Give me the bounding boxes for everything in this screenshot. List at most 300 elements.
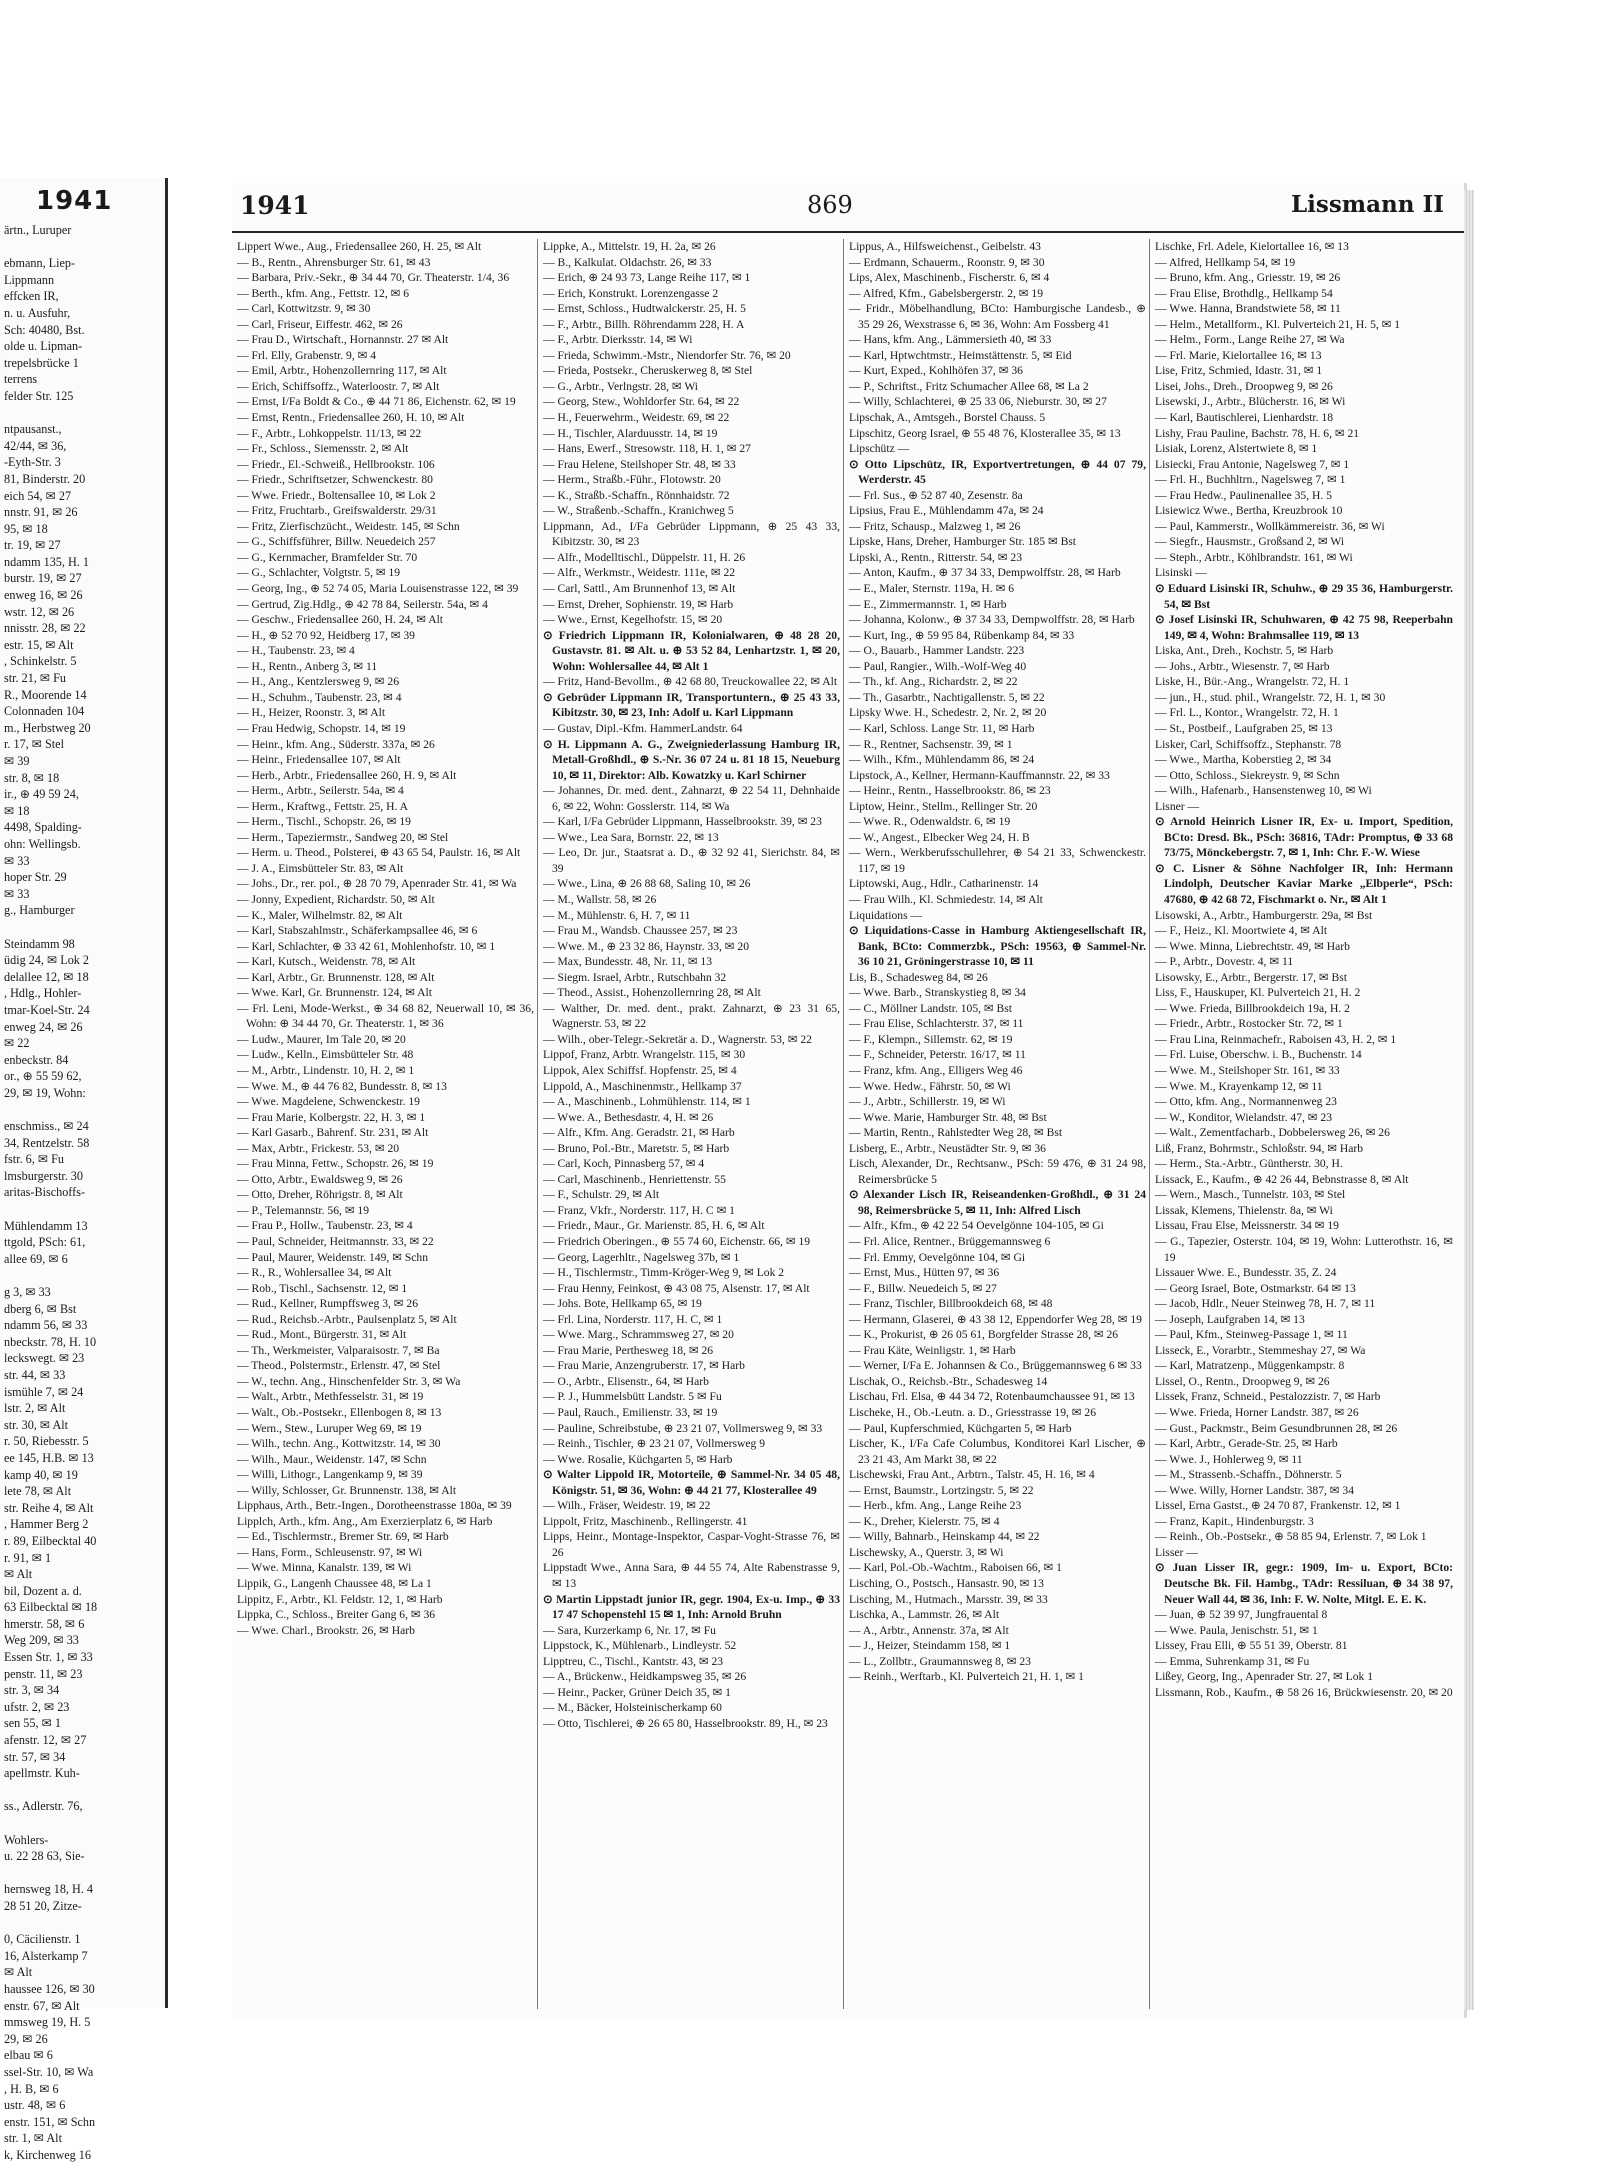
directory-entry: — P., Arbtr., Dovestr. 4, ✉ 11 (1155, 955, 1294, 969)
directory-entry: — Frl. Alice, Rentner., Brüggemannsweg 6 (849, 1235, 1051, 1248)
directory-entry: — Georg, Ing., ⊕ 52 74 05, Maria Louisenstrasse 122, ✉ 39 (237, 582, 519, 596)
directory-entry: — Jacob, Hdlr., Neuer Steinweg 78, H. 7, ✉ 11 (1155, 1297, 1376, 1311)
directory-entry: — Frau Hedw., Paulinenallee 35, H. 5 (1155, 488, 1332, 502)
directory-entry: — Frau Käte, Weinligstr. 1, ✉ Harb (849, 1343, 1016, 1357)
directory-entry: — Sara, Kurzerkamp 6, Nr. 17, ✉ Fu (543, 1623, 716, 1637)
directory-entry: — Frl. L., Kontor., Wrangelstr. 72, H. 1 (1155, 706, 1339, 720)
directory-entry: — Willy, Schlosser, Gr. Brunnenstr. 138, ✉ Alt (237, 1483, 457, 1497)
directory-entry: — H., Rentn., Anberg 3, ✉ 11 (237, 659, 378, 673)
left-page-line: apellmstr. Kuh- (4, 1766, 80, 1781)
directory-entry: — Reinh., Ob.-Postsekr., ⊕ 58 85 94, Erlenstr. 7, ✉ Lok 1 (1155, 1530, 1427, 1544)
directory-entry: — Alfr., Werkmstr., Weidestr. 111e, ✉ 22 (543, 566, 736, 580)
directory-entry: — Wilh., Maur., Weidenstr. 147, ✉ Schn (237, 1452, 427, 1466)
left-page-line: 63 Eilbecktal ✉ 18 (4, 1600, 98, 1615)
directory-entry: — Fritz, Zierfischzücht., Weidestr. 145, ✉ Schn (237, 519, 460, 533)
directory-entry: — Anton, Kaufm., ⊕ 37 34 33, Dempwolffstr. 28, ✉ Harb (849, 566, 1121, 580)
directory-entry: — Reinh., Werftarb., Kl. Pulverteich 21, H. 1, ✉ 1 (849, 1670, 1084, 1684)
column-3 (844, 239, 1150, 2009)
left-page-line: wstr. 12, ✉ 26 (4, 604, 75, 619)
directory-entry: — Frau Marie, Kolbergstr. 22, H. 3, ✉ 1 (237, 1110, 426, 1124)
directory-entry: — Frau M., Wandsb. Chaussee 257, ✉ 23 (543, 924, 738, 938)
directory-entry: Lippof, Franz, Arbtr. Wrangelstr. 115, ✉ 30 (543, 1048, 746, 1062)
directory-entry: ⊙ Gebrüder Lippmann IR, Transportuntern., ⊕ 25 43 33, Kibitzstr. 30, ✉ 23, Inh: Adolf u. Karl Lippmann (543, 690, 840, 720)
left-page-line (0, 239, 165, 256)
directory-entry: — Max, Bundesstr. 48, Nr. 11, ✉ 13 (543, 955, 713, 969)
left-page-line: Wohlers- (4, 1832, 49, 1847)
left-page-line: felder Str. 125 (4, 388, 74, 403)
directory-entry: — Frau Henny, Feinkost, ⊕ 43 08 75, Alsenstr. 17, ✉ Alt (543, 1281, 810, 1295)
directory-entry: — Gust., Packmstr., Beim Gesundbrunnen 28, ✉ 26 (1155, 1421, 1398, 1435)
directory-entry: Lippmann, Ad., I/Fa Gebrüder Lippmann, ⊕ 25 43 33, Kibitzstr. 30, ✉ 23 (543, 519, 840, 549)
directory-entry: — Carl, Sattl., Am Brunnenhof 13, ✉ Alt (543, 582, 736, 596)
left-page-line: 95, ✉ 18 (4, 521, 48, 536)
directory-entry: — Alfred, Hellkamp 54, ✉ 19 (1155, 255, 1296, 269)
left-page-line: u. 22 28 63, Sie- (4, 1849, 85, 1864)
directory-entry: — F., Arbtr., Billh. Röhrendamm 228, H. A (543, 317, 745, 331)
column-1 (232, 239, 538, 2009)
directory-entry: — Frieda, Postsekr., Cheruskerweg 8, ✉ Stel (543, 364, 753, 378)
directory-entry: — Gertrud, Zig.Hdlg., ⊕ 42 78 84, Seilerstr. 54a, ✉ 4 (237, 597, 488, 611)
directory-entry: ⊙ Otto Lipschütz, IR, Exportvertretungen, ⊕ 44 07 79, Werderstr. 45 (849, 457, 1146, 487)
left-page-line: Mühlendamm 13 (4, 1218, 88, 1233)
left-page-line: haussee 126, ✉ 30 (4, 1981, 95, 1996)
directory-entry: — Paul, Kupferschmied, Küchgarten 5, ✉ Harb (849, 1421, 1072, 1435)
directory-entry: ⊙ Liquidations-Casse in Hamburg Aktiengesellschaft IR, Bank, BCto: Commerzbk., PSch: 19563, ⊕ Sammel-Nr. 36 10 21, Gröningerstrasse 10, ✉ 11 (849, 924, 1146, 969)
directory-entry: Lißey, Georg, Ing., Apenrader Str. 27, ✉ Lok 1 (1155, 1670, 1374, 1684)
directory-entry: — Wilh., Fräser, Weidestr. 19, ✉ 22 (543, 1499, 711, 1513)
directory-entry: — Wwe. Barb., Stranskystieg 8, ✉ 34 (849, 986, 1026, 1000)
left-page-line: hmerstr. 58, ✉ 6 (4, 1616, 85, 1631)
directory-entry: Lisching, M., Hutmach., Marsstr. 39, ✉ 33 (849, 1592, 1048, 1606)
directory-entry: — Alfr., Kfm. Ang. Geradstr. 21, ✉ Harb (543, 1126, 735, 1140)
directory-entry: — Wwe. Friedr., Boltensallee 10, ✉ Lok 2 (237, 488, 436, 502)
directory-entry: — Wwe. Frieda, Billbrookdeich 19a, H. 2 (1155, 1001, 1350, 1015)
directory-entry: — Frau Elise, Brothdlg., Hellkamp 54 (1155, 286, 1333, 300)
directory-entry: Lischka, A., Lammstr. 26, ✉ Alt (849, 1608, 1000, 1622)
directory-entry: — Frieda, Schwimm.-Mstr., Niendorfer Str. 76, ✉ 20 (543, 348, 791, 362)
directory-entry: — Kurt, Ing., ⊕ 59 95 84, Rübenkamp 84, ✉ 33 (849, 628, 1075, 642)
directory-entry: Lisinski — (1155, 566, 1207, 580)
left-page-line: , H. B, ✉ 6 (4, 2081, 59, 2096)
directory-entry: — P., Telemannstr. 56, ✉ 19 (237, 1203, 370, 1217)
directory-entry: Lischer, K., I/Fa Cafe Columbus, Konditorei Karl Lischer, ⊕ 23 21 43, Am Markt 38, ✉ 22 (849, 1437, 1146, 1466)
directory-entry: — Paul, Kammerstr., Wollkämmereistr. 36, ✉ Wi (1155, 519, 1385, 533)
left-page-line: r. 50, Riebesstr. 5 (4, 1434, 89, 1449)
directory-entry: — Walt., Arbtr., Methfesselstr. 31, ✉ 19 (237, 1390, 424, 1404)
directory-entry: — Frl. Emmy, Oevelgönne 104, ✉ Gi (849, 1250, 1026, 1264)
left-page-line: Colonnaden 104 (4, 704, 85, 719)
directory-entry: — H., Ang., Kentzlersweg 9, ✉ 26 (237, 675, 400, 689)
directory-entry: — H., Schuhm., Taubenstr. 23, ✉ 4 (237, 690, 402, 704)
directory-entry: — M., Wallstr. 58, ✉ 26 (543, 892, 657, 906)
left-page-line (0, 1201, 165, 1218)
directory-entry: — Wern., Stew., Luruper Weg 69, ✉ 19 (237, 1421, 422, 1435)
page-number: 869 (807, 191, 853, 219)
directory-entry: Lissmann, Rob., Kaufm., ⊕ 58 26 16, Brückwiesenstr. 20, ✉ 20 (1155, 1685, 1453, 1699)
directory-entry: — Willy, Bahnarb., Heinskamp 44, ✉ 22 (849, 1530, 1040, 1544)
directory-entry: — Carl, Friseur, Eiffestr. 462, ✉ 26 (237, 317, 403, 331)
left-page-line: r. 17, ✉ Stel (4, 737, 64, 752)
directory-entry: Lischau, Frl. Elsa, ⊕ 44 34 72, Rotenbaumchaussee 91, ✉ 13 (849, 1390, 1135, 1404)
left-page-line: ttgold, PSch: 61, (4, 1235, 86, 1250)
directory-entry: — Wwe. Willy, Horner Landstr. 387, ✉ 34 (1155, 1483, 1355, 1497)
directory-entry: — K., Straßb.-Schaffn., Rönnhaidstr. 72 (543, 488, 730, 502)
directory-entry: ⊙ Walter Lippold IR, Motorteile, ⊕ Sammel-Nr. 34 05 48, Königstr. 51, ✉ 36, Wohn: ⊕ 44 21 77, Klosterallee 49 (543, 1468, 840, 1497)
directory-entry: Liske, H., Bür.-Ang., Wrangelstr. 72, H. 1 (1155, 675, 1350, 689)
directory-entry: — Helm., Form., Lange Reihe 27, ✉ Wa (1155, 333, 1345, 347)
directory-entry: — A., Maschinenb., Lohmühlenstr. 114, ✉ 1 (543, 1095, 751, 1109)
directory-entry: — Herm., Kraftwg., Fettstr. 25, H. A (237, 799, 408, 813)
left-page-line: ✉ 22 (4, 1036, 30, 1051)
left-page-line: , Hdlg., Hohler- (4, 986, 82, 1001)
left-page-line: afenstr. 12, ✉ 27 (4, 1733, 87, 1748)
directory-entry: — Paul, Rauch., Emilienstr. 33, ✉ 19 (543, 1406, 718, 1420)
left-page-line (0, 919, 165, 936)
directory-entry: Lippus, A., Hilfsweichenst., Geibelstr. 43 (849, 240, 1041, 253)
directory-entry: — Herb., kfm. Ang., Lange Reihe 23 (849, 1499, 1022, 1513)
directory-entry: — Wwe. Paula, Jenischstr. 51, ✉ 1 (1155, 1623, 1318, 1637)
directory-entry: — Leo, Dr. jur., Staatsrat a. D., ⊕ 32 92 41, Sierichstr. 84, ✉ 39 (543, 846, 840, 875)
directory-entry: Lischewski, Frau Ant., Arbtrn., Talstr. 45, H. 16, ✉ 4 (849, 1468, 1095, 1482)
directory-entry: — F., Heiz., Kl. Moortwiete 4, ✉ Alt (1155, 924, 1328, 938)
directory-entry: — Wwe. Marg., Schrammsweg 27, ✉ 20 (543, 1328, 734, 1342)
directory-entry: — Walt., Zementfacharb., Dobbelersweg 26, ✉ 26 (1155, 1126, 1390, 1140)
directory-entry: Lise, Fritz, Schmied, Idastr. 31, ✉ 1 (1155, 364, 1323, 378)
directory-entry: ⊙ Josef Lisinski IR, Schuhwaren, ⊕ 42 75 98, Reeperbahn 149, ✉ 4, Wohn: Brahmsallee 119, ✉ 13 (1155, 613, 1453, 642)
directory-entry: Lissek, Franz, Schneid., Pestalozzistr. 7, ✉ Harb (1155, 1390, 1381, 1404)
left-page-line: enstr. 151, ✉ Schn (4, 2114, 96, 2129)
directory-entry: — H., Taubenstr. 23, ✉ 4 (237, 644, 355, 658)
directory-entry: Lisiecki, Frau Antonie, Nagelsweg 7, ✉ 1 (1155, 457, 1350, 471)
directory-entry: Lippka, C., Schloss., Breiter Gang 6, ✉ 36 (237, 1608, 436, 1622)
directory-entry: — Karl, Bautischlerei, Lienhardstr. 18 (1155, 411, 1334, 425)
left-page-line: Sch: 40480, Bst. (4, 322, 85, 337)
left-page-line: effcken IR, (4, 289, 59, 304)
left-page-line: 29, ✉ 19, Wohn: (4, 1085, 86, 1100)
directory-entry: — M., Strassenb.-Schaffn., Döhnerstr. 5 (1155, 1468, 1342, 1482)
directory-entry: — Max, Arbtr., Frickestr. 53, ✉ 20 (237, 1141, 400, 1155)
directory-entry: — Theod., Assist., Hohenzollernring 28, ✉ Alt (543, 986, 761, 1000)
directory-entry: — Wern., Werkberufsschullehrer, ⊕ 54 21 33, Schwenckestr. 117, ✉ 19 (849, 846, 1146, 875)
directory-entry: Lips, Alex, Maschinenb., Fischerstr. 6, ✉ 4 (849, 271, 1050, 285)
left-page-line: Steindamm 98 (4, 936, 75, 951)
left-page-line (0, 1101, 165, 1118)
directory-entry: — Heinr., Rentn., Hasselbrookstr. 86, ✉ 23 (849, 784, 1051, 798)
left-page-line: enweg 24, ✉ 26 (4, 1019, 83, 1034)
directory-entry: — Frau Elise, Schlachterstr. 37, ✉ 11 (849, 1017, 1024, 1031)
directory-entry: — O., Bauarb., Hammer Landstr. 223 (849, 644, 1025, 658)
directory-columns (232, 239, 1464, 2009)
directory-entry: — Frau D., Wirtschaft., Hornannstr. 27 ✉ Alt (237, 333, 449, 347)
directory-entry: — Frau Helene, Steilshoper Str. 48, ✉ 33 (543, 457, 736, 471)
left-page-line: m., Herbstweg 20 (4, 720, 91, 735)
directory-entry: — Johs., Arbtr., Wiesenstr. 7, ✉ Harb (1155, 659, 1330, 673)
directory-entry: Lischak, O., Reichsb.-Btr., Schadesweg 14 (849, 1374, 1048, 1388)
directory-entry: Lisowsky, E., Arbtr., Bergerstr. 17, ✉ Bst (1155, 970, 1347, 984)
left-page-line: Weg 209, ✉ 33 (4, 1633, 79, 1648)
directory-entry: — Emil, Arbtr., Hohenzollernring 117, ✉ Alt (237, 364, 447, 378)
directory-entry: — Wilh., Kfm., Mühlendamm 86, ✉ 24 (849, 753, 1035, 767)
left-page-line: str. 1, ✉ Alt (4, 2131, 62, 2146)
directory-entry: ⊙ Martin Lippstadt junior IR, gegr. 1904, Ex-u. Imp., ⊕ 33 17 47 Schopenstehl 15 ✉ 1, Inh: Arnold Bruhn (543, 1592, 840, 1622)
directory-entry: — Th., Werkmeister, Valparaisostr. 7, ✉ Ba (237, 1343, 440, 1357)
directory-entry: — Bruno, kfm. Ang., Griesstr. 19, ✉ 26 (1155, 271, 1341, 285)
directory-entry: — Karl, Matratzenp., Müggenkampstr. 8 (1155, 1359, 1345, 1373)
left-page-line: enbeckstr. 84 (4, 1052, 69, 1067)
left-page-line: fstr. 6, ✉ Fu (4, 1152, 64, 1167)
left-page-line: penstr. 11, ✉ 23 (4, 1666, 83, 1681)
directory-entry: Lisei, Johs., Dreh., Droopweg 9, ✉ 26 (1155, 379, 1333, 393)
directory-entry: — Erdmann, Schauerm., Roonstr. 9, ✉ 30 (849, 255, 1045, 269)
directory-entry: — Alfr., Modelltischl., Düppelstr. 11, H. 26 (543, 550, 746, 564)
directory-entry: — Fridr., Möbelhandlung, BCto: Hamburgische Landesb., ⊕ 35 29 26, Wexstrasse 6, ✉ 36, Wohn: Am Fossberg 41 (849, 302, 1146, 331)
directory-entry: Lischeke, H., Ob.-Leutn. a. D., Griesstrasse 19, ✉ 26 (849, 1406, 1097, 1420)
directory-entry: — Karl, Schlachter, ⊕ 33 42 61, Mohlenhofstr. 10, ✉ 1 (237, 939, 496, 953)
left-page-line: k, Kirchenweg 16 (4, 2147, 91, 2162)
directory-entry: — W., techn. Ang., Hinschenfelder Str. 3, ✉ Wa (237, 1374, 461, 1388)
directory-entry: — Wwe. R., Odenwaldstr. 6, ✉ 19 (849, 815, 1011, 829)
directory-entry: — Otto, Schloss., Siekreystr. 9, ✉ Schn (1155, 768, 1340, 782)
directory-entry: — P. J., Hummelsbütt Landstr. 5 ✉ Fu (543, 1390, 722, 1404)
left-page-line: str. 3, ✉ 34 (4, 1683, 60, 1698)
directory-entry: — H., Feuerwehrm., Weidestr. 69, ✉ 22 (543, 411, 730, 425)
left-page-line: ndamm 135, H. 1 (4, 554, 89, 569)
directory-entry: Lippitz, F., Arbtr., Kl. Feldstr. 12, 1, ✉ Harb (237, 1592, 443, 1606)
directory-entry: — Helm., Metallform., Kl. Pulverteich 21, H. 5, ✉ 1 (1155, 317, 1401, 331)
directory-entry: — O., Arbtr., Elisenstr., 64, ✉ Harb (543, 1374, 709, 1388)
directory-entry: Lisiewicz Wwe., Bertha, Kreuzbrook 10 (1155, 504, 1343, 518)
directory-entry: ⊙ Arnold Heinrich Lisner IR, Ex- u. Import, Spedition, BCto: Dresd. Bk., PSch: 36816, TAdr: Promptus, ⊕ 33 68 73/75, Mönckebergstr. 7, ✉ 1, Inh: Chr. F.-W. Wiese (1155, 815, 1453, 860)
directory-entry: — Th., kf. Ang., Richardstr. 2, ✉ 22 (849, 675, 1018, 689)
left-page-line: lmsburgerstr. 30 (4, 1168, 83, 1183)
directory-entry: — Friedr., Maur., Gr. Marienstr. 85, H. 6, ✉ Alt (543, 1219, 765, 1233)
directory-entry: Lissack, E., Kaufm., ⊕ 42 26 44, Bebnstrasse 8, ✉ Alt (1155, 1172, 1409, 1186)
directory-entry: — Ernst, I/Fa Boldt & Co., ⊕ 44 71 86, Eichenstr. 62, ✉ 19 (237, 395, 516, 409)
directory-entry: — Frl. Leni, Mode-Werkst., ⊕ 34 68 82, Neuerwall 10, ✉ 36, Wohn: ⊕ 34 44 70, Gr. Theaterstr. 1, ✉ 36 (237, 1001, 534, 1031)
directory-entry: Lishy, Frau Pauline, Bachstr. 78, H. 6, ✉ 21 (1155, 426, 1360, 440)
directory-entry: — Th., Gasarbtr., Nachtigallenstr. 5, ✉ 22 (849, 690, 1045, 704)
directory-entry: — Karl, Kutsch., Weidenstr. 78, ✉ Alt (237, 955, 416, 969)
directory-entry: — Siegm. Israel, Arbtr., Rutschbahn 32 (543, 970, 727, 984)
directory-entry: — Frl. Luise, Oberschw. i. B., Buchenstr. 14 (1155, 1048, 1362, 1062)
directory-entry: — Walt., Ob.-Postsekr., Ellenbogen 8, ✉ 13 (237, 1406, 442, 1420)
left-page-line: trepelsbrücke 1 (4, 355, 79, 370)
directory-entry: — Heinr., Friedensallee 107, ✉ Alt (237, 753, 401, 767)
directory-entry: — Herm. u. Theod., Polsterei, ⊕ 43 65 54, Paulstr. 16, ✉ Alt (237, 846, 521, 860)
directory-entry: — Friedr., El.-Schweiß., Hellbrookstr. 106 (237, 457, 435, 471)
left-page-line: ✉ 33 (4, 886, 30, 901)
directory-entry: Lipsky Wwe. H., Schedestr. 2, Nr. 2, ✉ 20 (849, 706, 1047, 720)
directory-entry: Lissel, O., Rentn., Droopweg 9, ✉ 26 (1155, 1374, 1330, 1388)
directory-entry: — Wwe. Hedw., Fährstr. 50, ✉ Wi (849, 1079, 1011, 1093)
directory-entry: — Emma, Suhrenkamp 31, ✉ Fu (1155, 1654, 1310, 1668)
directory-entry: Lissau, Frau Else, Meissnerstr. 34 ✉ 19 (1155, 1219, 1339, 1233)
left-page-line: delallee 12, ✉ 18 (4, 969, 89, 984)
directory-entry: — W., Angest., Elbecker Weg 24, H. B (849, 830, 1030, 844)
directory-entry: Lissauer Wwe. E., Bundesstr. 35, Z. 24 (1155, 1266, 1337, 1280)
left-page-line (0, 405, 165, 422)
directory-entry: — G., Kernmacher, Bramfelder Str. 70 (237, 550, 418, 564)
directory-entry: — Frau Hedwig, Schopstr. 14, ✉ 19 (237, 721, 406, 735)
directory-entry: — Wwe. Charl., Brookstr. 26, ✉ Harb (237, 1623, 415, 1637)
directory-entry: — Karl, I/Fa Gebrüder Lippmann, Hasselbrookstr. 39, ✉ 23 (543, 815, 822, 829)
left-page-line: , Hammer Berg 2 (4, 1517, 89, 1532)
directory-entry: — Herm., Sta.-Arbtr., Güntherstr. 30, H. (1155, 1157, 1343, 1171)
left-page-line: burstr. 19, ✉ 27 (4, 571, 82, 586)
directory-entry: — Ernst, Rentn., Friedensallee 260, H. 10, ✉ Alt (237, 411, 465, 425)
directory-entry: — Otto, Tischlerei, ⊕ 26 65 80, Hasselbrookstr. 89, H., ✉ 23 (543, 1716, 828, 1730)
directory-entry: — A., Arbtr., Annenstr. 37a, ✉ Alt (849, 1623, 1009, 1637)
directory-entry: — L., Zollbtr., Graumannsweg 8, ✉ 23 (849, 1654, 1031, 1668)
left-page-line: elbau ✉ 6 (4, 2048, 53, 2063)
directory-entry: Liptow, Heinr., Stellm., Rellinger Str. 20 (849, 799, 1038, 813)
directory-entry: — Hermann, Glaserei, ⊕ 43 38 12, Eppendorfer Weg 28, ✉ 19 (849, 1312, 1142, 1326)
left-page-line: terrens (4, 372, 38, 387)
left-page-line: ebmann, Liep- (4, 256, 76, 271)
left-page-line (0, 1267, 165, 1284)
directory-entry: — Fritz, Hand-Bevollm., ⊕ 42 68 80, Treuckowallee 22, ✉ Alt (543, 675, 838, 689)
directory-entry: Lissey, Frau Elli, ⊕ 55 51 39, Oberstr. 81 (1155, 1639, 1348, 1653)
directory-entry: — Johannes, Dr. med. dent., Zahnarzt, ⊕ 22 54 11, Dehnhaide 6, ✉ 22, Wohn: Gosslerstr. 114, ✉ Wa (543, 784, 840, 813)
directory-entry: — Kurt, Exped., Kohlhöfen 37, ✉ 36 (849, 364, 1023, 378)
directory-entry: Liß, Franz, Bohrmstr., Schloßstr. 94, ✉ Harb (1155, 1141, 1364, 1155)
directory-entry: — Reinh., Tischler, ⊕ 23 21 07, Vollmersweg 9 (543, 1437, 766, 1451)
directory-entry: — Fr., Schloss., Siemensstr. 2, ✉ Alt (237, 442, 409, 456)
directory-entry: — Rud., Reichsb.-Arbtr., Paulsenplatz 5, ✉ Alt (237, 1312, 457, 1326)
directory-entry: Liptowski, Aug., Hdlr., Catharinenstr. 14 (849, 877, 1039, 891)
directory-entry: — Frl. Marie, Kielortallee 16, ✉ 13 (1155, 348, 1322, 362)
column-4 (1150, 239, 1456, 2009)
directory-entry: — Juan, ⊕ 52 39 97, Jungfrauental 8 (1155, 1608, 1328, 1622)
left-page-line: bil, Dozent a. d. (4, 1583, 82, 1598)
directory-entry: — Willi, Lithogr., Langenkamp 9, ✉ 39 (237, 1468, 423, 1482)
directory-entry: — Georg, Lagerhltr., Nagelsweg 37b, ✉ 1 (543, 1250, 740, 1264)
directory-entry: — W., Konditor, Wielandstr. 47, ✉ 23 (1155, 1110, 1332, 1124)
directory-entry: — Karl, Arbtr., Gerade-Str. 25, ✉ Harb (1155, 1437, 1338, 1451)
directory-entry: — P., Schriftst., Fritz Schumacher Allee 68, ✉ La 2 (849, 379, 1089, 393)
left-page-line: str. Reihe 4, ✉ Alt (4, 1500, 94, 1515)
directory-entry: — B., Kalkulat. Oldachstr. 26, ✉ 33 (543, 255, 712, 269)
directory-entry: — Ludw., Kelln., Eimsbütteler Str. 48 (237, 1048, 414, 1062)
directory-entry: — Geschw., Friedensallee 260, H. 24, ✉ Alt (237, 613, 444, 627)
directory-entry: — J. A., Eimsbütteler Str. 83, ✉ Alt (237, 861, 404, 875)
directory-entry: — J., Heizer, Steindamm 158, ✉ 1 (849, 1639, 1011, 1653)
directory-entry: — W., Straßenb.-Schaffn., Kranichweg 5 (543, 504, 734, 518)
left-page-line: hernsweg 18, H. 4 (4, 1882, 94, 1897)
directory-entry: — K., Dreher, Kielerstr. 75, ✉ 4 (849, 1514, 1000, 1528)
directory-entry: — Wwe. Magdelene, Schwenckestr. 19 (237, 1095, 420, 1109)
directory-entry: — Wwe., Lea Sara, Bornstr. 22, ✉ 13 (543, 830, 719, 844)
directory-entry: — Wwe. M., Steilshoper Str. 161, ✉ 33 (1155, 1063, 1340, 1077)
directory-entry: — Heinr., kfm. Ang., Süderstr. 337a, ✉ 26 (237, 737, 435, 751)
left-page-line: ismühle 7, ✉ 24 (4, 1384, 84, 1399)
directory-entry: — M., Bäcker, Holsteinischerkamp 60 (543, 1701, 722, 1715)
directory-entry: — Wwe. Marie, Hamburger Str. 48, ✉ Bst (849, 1110, 1047, 1124)
directory-entry: — Erich, Konstrukt. Lorenzengasse 2 (543, 286, 719, 300)
directory-entry: — Wwe. M., ⊕ 23 32 86, Haynstr. 33, ✉ 20 (543, 939, 749, 953)
column-2 (538, 239, 844, 2009)
directory-entry: — F., Arbtr., Lohkoppelstr. 11/13, ✉ 22 (237, 426, 422, 440)
directory-entry: — Otto, Arbtr., Ewaldsweg 9, ✉ 26 (237, 1172, 403, 1186)
directory-entry: — Wilh., Hafenarb., Hansenstenweg 10, ✉ Wi (1155, 784, 1372, 798)
directory-entry: — Ernst, Baumstr., Lortzingstr. 5, ✉ 22 (849, 1483, 1034, 1497)
left-page-line: 4498, Spalding- (4, 820, 82, 835)
directory-entry: Lipps, Heinr., Montage-Inspektor, Caspar-Voght-Strasse 76, ✉ 26 (543, 1530, 840, 1559)
directory-entry: — C., Möllner Landstr. 105, ✉ Bst (849, 1001, 1013, 1015)
directory-entry: — Franz, Tischler, Billbrookdeich 68, ✉ 48 (849, 1297, 1053, 1311)
left-page-line: ntpausanst., (4, 422, 62, 437)
directory-entry: — Franz, Kapit., Hindenburgstr. 3 (1155, 1514, 1314, 1528)
directory-entry: Liquidations — (849, 908, 923, 922)
left-page-line (0, 1865, 165, 1882)
left-page-line: aritas-Bischoffs- (4, 1185, 86, 1200)
directory-entry: — Herb., Arbtr., Friedensallee 260, H. 9, ✉ Alt (237, 768, 457, 782)
directory-entry: Lisewski, J., Arbtr., Blücherstr. 16, ✉ Wi (1155, 395, 1346, 409)
directory-entry: — Herm., Tapeziermstr., Sandweg 20, ✉ Stel (237, 830, 449, 844)
directory-entry: ⊙ C. Lisner & Söhne Nachfolger IR, Inh: Hermann Lindolph, Deutscher Kaviar Marke „Elbperle“, PSch: 47680, ⊕ 42 68 72, Fischmarkt o. Nr., ✉ Alt 1 (1155, 861, 1453, 906)
directory-entry: — Joseph, Laufgraben 14, ✉ 13 (1155, 1312, 1305, 1326)
directory-entry: — F., Klempn., Sillemstr. 62, ✉ 19 (849, 1032, 1013, 1046)
left-page-line: nnisstr. 28, ✉ 22 (4, 621, 86, 636)
page-stack-edge (1464, 190, 1474, 2010)
left-page-line: ndamm 56, ✉ 33 (4, 1318, 88, 1333)
directory-entry: — Wwe. Hanna, Brandstwiete 58, ✉ 11 (1155, 302, 1341, 316)
directory-entry: — H., Heizer, Roonstr. 3, ✉ Alt (237, 706, 386, 720)
directory-entry: — Frau Lina, Reinmachefr., Raboisen 43, H. 2, ✉ 1 (1155, 1032, 1397, 1046)
directory-entry: — Wilh., techn. Ang., Kottwitzstr. 14, ✉ 30 (237, 1437, 441, 1451)
directory-entry: — Johanna, Kolonw., ⊕ 37 34 33, Dempwolffstr. 28, ✉ Harb (849, 613, 1135, 627)
left-page-line: g 3, ✉ 33 (4, 1285, 51, 1299)
directory-entry: Lipske, Hans, Dreher, Hamburger Str. 185 ✉ Bst (849, 535, 1077, 549)
left-page-line: str. 21, ✉ Fu (4, 671, 67, 686)
directory-entry: Lisker, Carl, Schiffsoffz., Stephanstr. 78 (1155, 737, 1342, 751)
directory-entry: — Paul, Schneider, Heitmannstr. 33, ✉ 22 (237, 1235, 434, 1248)
directory-entry: Lisching, O., Postsch., Hansastr. 90, ✉ 13 (849, 1577, 1044, 1591)
directory-entry: — K., Maler, Wilhelmstr. 82, ✉ Alt (237, 908, 403, 922)
left-page-line: Lippmann (4, 272, 55, 287)
directory-entry: Lisseck, E., Vorarbtr., Stemmeshay 27, ✉ Wa (1155, 1343, 1366, 1357)
directory-entry: — Frl. Elly, Grabenstr. 9, ✉ 4 (237, 348, 377, 362)
directory-entry: — Paul, Rangier., Wilh.-Wolf-Weg 40 (849, 659, 1027, 673)
directory-entry: — Wwe., Ernst, Kegelhofstr. 15, ✉ 20 (543, 613, 723, 627)
directory-entry: — Herm., Tischl., Schopstr. 26, ✉ 19 (237, 815, 411, 829)
directory-entry: — Rud., Kellner, Rumpffsweg 3, ✉ 26 (237, 1297, 418, 1311)
left-page-line (0, 1815, 165, 1832)
directory-entry: — Werner, I/Fa E. Johannsen & Co., Brüggemannsweg 6 ✉ 33 (849, 1359, 1142, 1373)
directory-entry: — Wwe. M., Krayenkamp 12, ✉ 11 (1155, 1079, 1323, 1093)
page-header (232, 191, 1464, 233)
directory-entry: — Georg, Stew., Wohldorfer Str. 64, ✉ 22 (543, 395, 740, 409)
left-page-line: estr. 15, ✉ Alt (4, 637, 74, 652)
directory-entry: — jun., H., stud. phil., Wrangelstr. 72, H. 1, ✉ 30 (1155, 690, 1386, 704)
directory-entry: — Wwe. Minna, Kanalstr. 139, ✉ Wi (237, 1561, 412, 1575)
directory-entry: — Frau Marie, Perthesweg 18, ✉ 26 (543, 1343, 714, 1357)
left-page-line: olde u. Lipman- (4, 339, 83, 354)
left-page-line: , Schinkelstr. 5 (4, 654, 77, 669)
directory-entry: — Wwe. J., Hohlerweg 9, ✉ 11 (1155, 1452, 1303, 1466)
directory-entry: — Johs. Bote, Hellkamp 65, ✉ 19 (543, 1297, 702, 1311)
directory-entry: — Franz, kfm. Ang., Elligers Weg 46 (849, 1063, 1023, 1077)
directory-entry: Lippert Wwe., Aug., Friedensallee 260, H. 25, ✉ Alt (237, 240, 482, 253)
directory-entry: — Paul, Kfm., Steinweg-Passage 1, ✉ 11 (1155, 1328, 1348, 1342)
left-page-line: 34, Rentzelstr. 58 (4, 1135, 90, 1150)
directory-entry: — Karl, Stabszahlmstr., Schäferkampsallee 46, ✉ 6 (237, 924, 478, 938)
directory-entry: — R., Rentner, Sachsenstr. 39, ✉ 1 (849, 737, 1013, 751)
directory-entry: — F., Schneider, Peterstr. 16/17, ✉ 11 (849, 1048, 1026, 1062)
directory-entry: Liss, F., Hauskuper, Kl. Pulverteich 21, H. 2 (1155, 986, 1361, 1000)
directory-entry: Lipschütz — (849, 442, 910, 456)
directory-entry: — R., R., Wohlersallee 34, ✉ Alt (237, 1266, 392, 1280)
